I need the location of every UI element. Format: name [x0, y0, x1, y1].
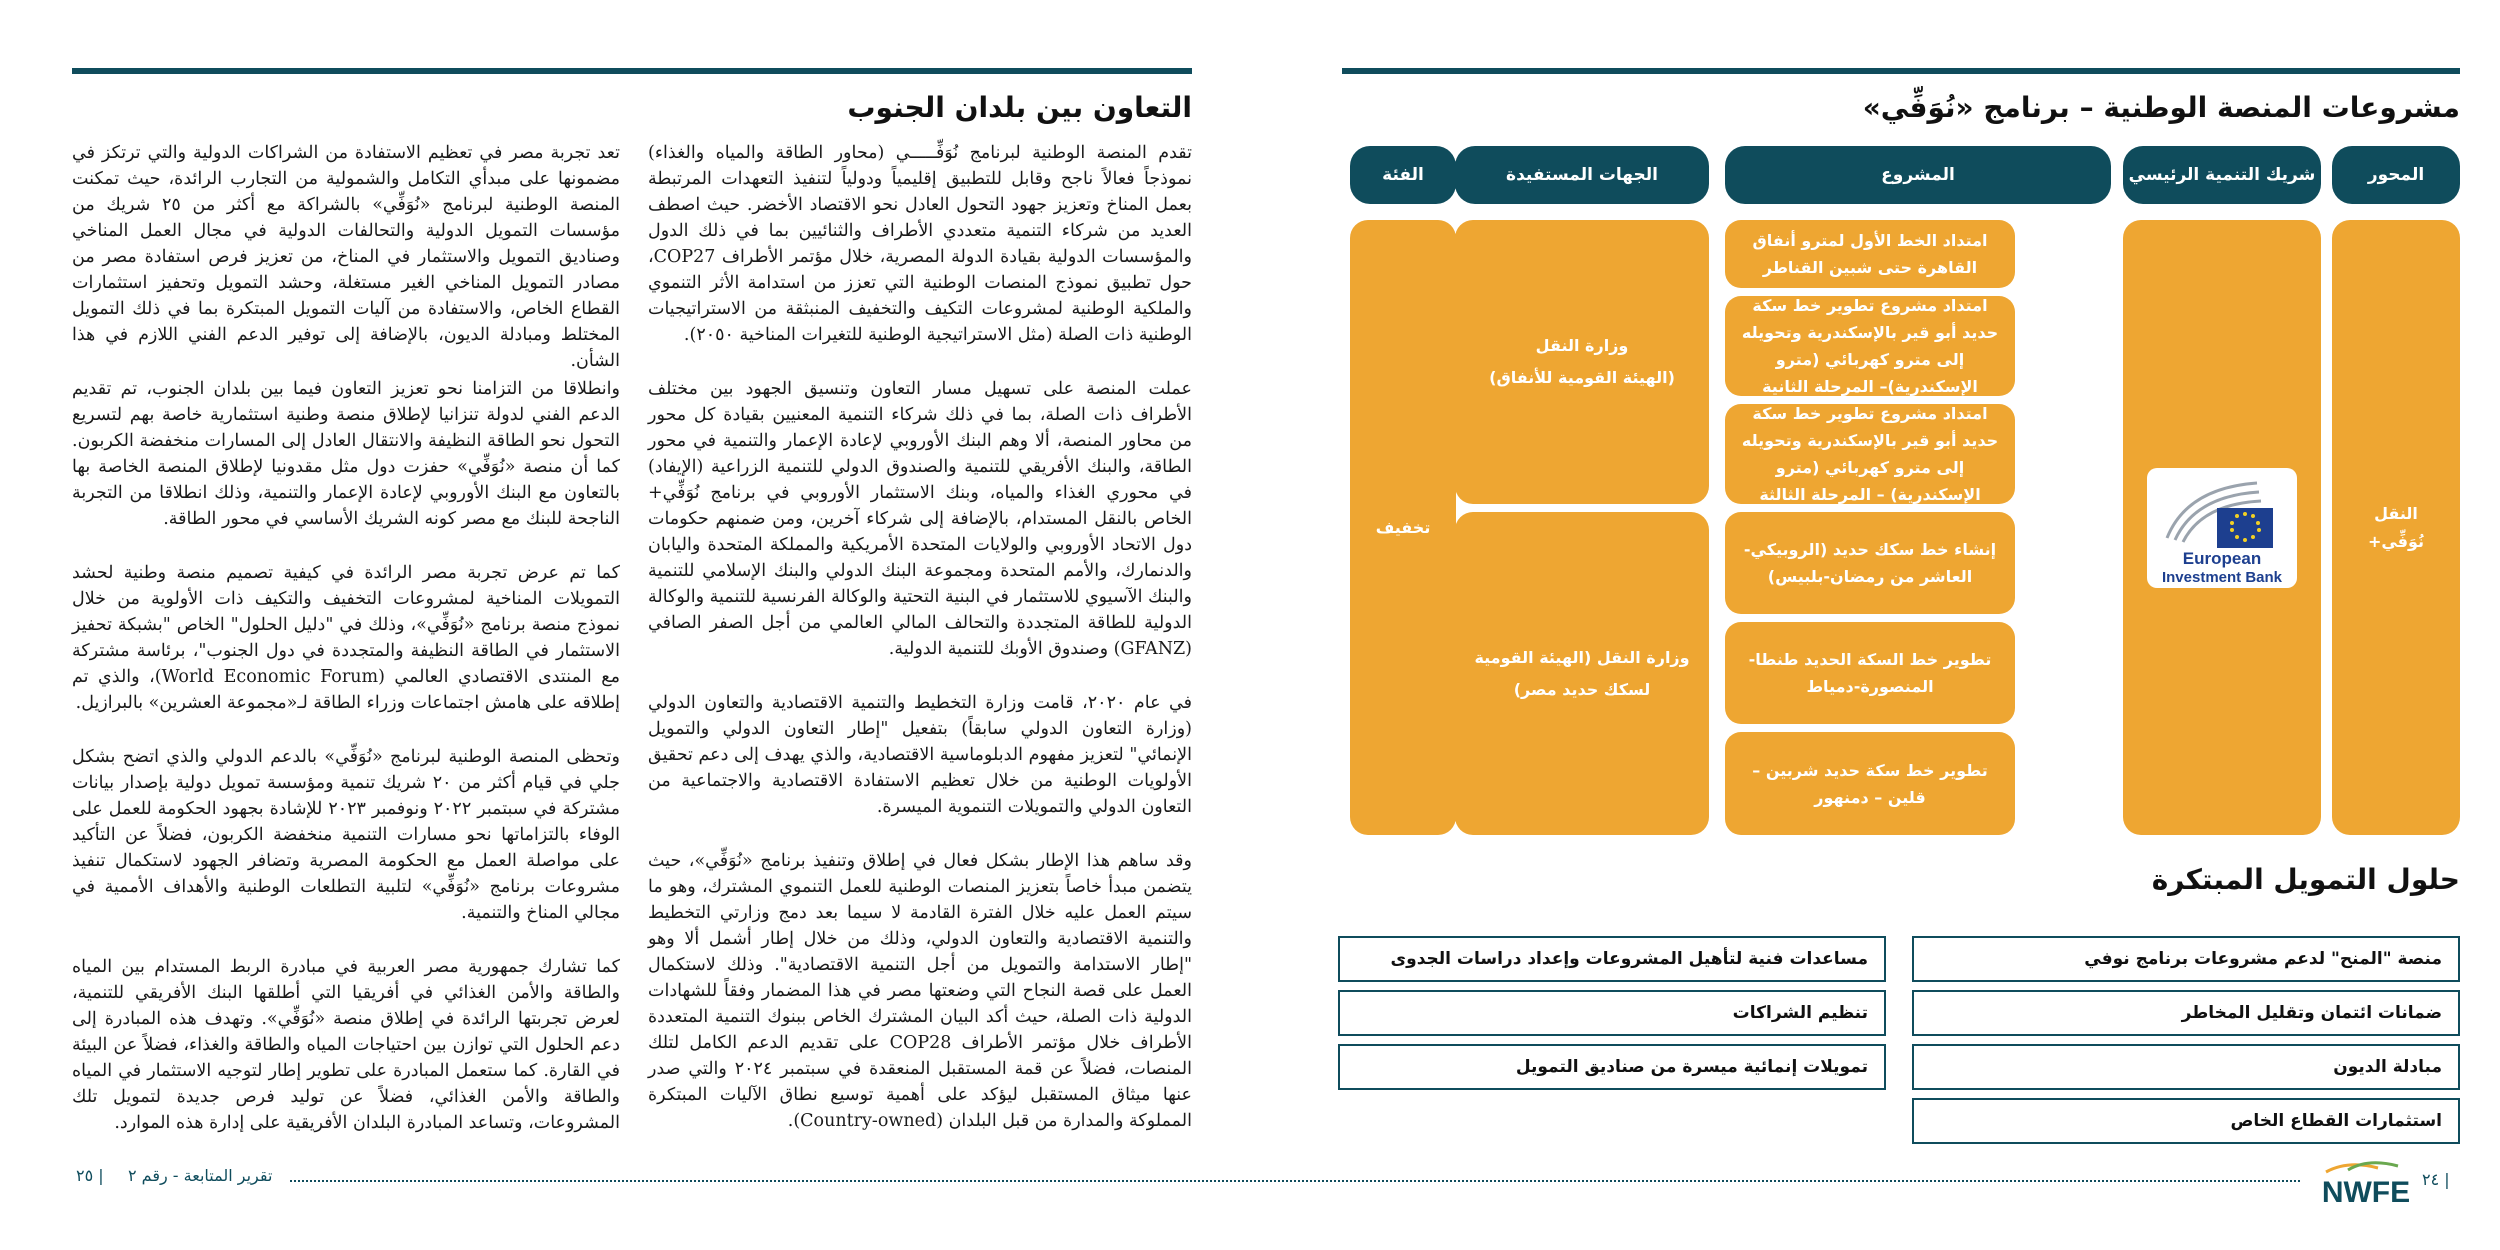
project-cell-3: امتداد مشروع تطوير خط سكة حديد أبو قير بالإسكندرية وتحويله إلى مترو كهربائي (مترو الإسكندرية) – المرحلة الثالثة — [1725, 404, 2015, 504]
svg-text:Investment Bank: Investment Bank — [2161, 568, 2283, 586]
left-page-right-col-p4: وقد ساهم هذا الإطار بشكل فعال في إطلاق وتنفيذ برنامج «نُوَفِّي»، حيث يتضمن مبدأ خاصاً بتعزيز المنصات الوطنية للعمل التنموي المشترك، وهو ما سيتم العمل عليه خلال الفترة القادمة لا سيما بعد دمج وزارتي التخطيط والتنمية الاقتصادية والتعاون الدولي، وذلك من خلال إطار أشمل ألا وهو "إطار الاستدامة والتمويل من أجل التنمية الاقتصادية". وذلك لاستكمال العمل على قصة النجاح التي وضعتها مصر في هذا المضمار وفقاً للشهادات الدولية ذات الصلة، حيث أكد البيان المشترك الخاص ببنوك التنمية المتعددة الأطراف خلال مؤتمر الأطراف COP28 على تقديم الدعم الكامل لتلك المنصات، فضلاً عن قمة المستقبل المنعقدة في سبتمبر ٢٠٢٤ والتي صدر عنها ميثاق المستقبل ليؤكد على أهمية توسيع نطاق الآليات المبتكرة المملوكة والمدارة من قبل البلدان (Country-owned). — [648, 851, 1192, 1131]
left-page-number: | ٢٥ — [76, 1166, 104, 1185]
nwfe-logo-icon — [2318, 1158, 2414, 1214]
nwfe-logo — [2318, 1158, 2414, 1214]
svg-text:European: European — [2182, 548, 2262, 568]
header-category: الفئة — [1350, 146, 1456, 204]
beneficiary-cell-1: وزارة النقل (الهيئة القومية للأنفاق) — [1455, 220, 1709, 504]
partner-cell — [2123, 220, 2321, 835]
eib-logo — [2147, 468, 2297, 588]
finance-item-private-investment: استثمارات القطاع الخاص — [1912, 1098, 2460, 1144]
right-page-number: | ٢٤ — [2422, 1170, 2450, 1189]
finance-item-technical-assistance: مساعدات فنية لتأهيل المشروعات وإعداد دراسات الجدوى — [1338, 936, 1886, 982]
beneficiary-cell-2: وزارة النقل (الهيئة القومية لسكك حديد مصر) — [1455, 512, 1709, 835]
category-cell: تخفيف — [1350, 220, 1456, 835]
header-project: المشروع — [1725, 146, 2111, 204]
axis-cell: النقل نُوَفِّي+ — [2332, 220, 2460, 835]
eib-logo-icon — [2147, 468, 2297, 588]
left-page-left-col-p1: تعد تجربة مصر في تعظيم الاستفادة من الشراكات الدولية والتي ترتكز في مضمونها على مبدأي التكامل والشمولية من التجارب الرائدة، حيث تمكنت المنصة الوطنية لبرنامج «نُوَفِّي» بالشراكة مع أكثر من ٢٥ شريك من مؤسسات التمويل الدولية والتحالفات الدولية في مجال العمل المناخي وصناديق التمويل والاستثمار في المناخ، من تعزيز فرص استفادة مصر من مصادر التمويل المناخي الغير مستغلة، وحشد التمويل وتحفيز استثمارات القطاع الخاص، والاستفادة من آليات التمويل المبتكرة بما في ذلك التمويل المختلط ومبادلة الديون، بالإضافة إلى توفير الدعم الفني اللازم في هذا الشأن. — [72, 143, 620, 371]
report-footer-text: تقرير المتابعة - رقم ٢ — [128, 1166, 273, 1185]
header-axis: المحور — [2332, 146, 2460, 204]
finance-item-partnerships: تنظيم الشراكات — [1338, 990, 1886, 1036]
svg-text:NWFE: NWFE — [2321, 1176, 2411, 1209]
project-cell-2: امتداد مشروع تطوير خط سكة حديد أبو قير بالإسكندرية وتحويله إلى مترو كهربائي (مترو الإسكندرية)– المرحلة الثانية — [1725, 296, 2015, 396]
project-cell-4: إنشاء خط سكك حديد (الروبيكي-العاشر من رمضان-بلبيس) — [1725, 512, 2015, 614]
finance-item-debt-swap: مبادلة الديون — [1912, 1044, 2460, 1090]
right-top-rule — [1342, 68, 2460, 74]
project-cell-5: تطوير خط السكة الحديد طنطا-المنصورة-دمياط — [1725, 622, 2015, 724]
left-page-right-col-p3: في عام ٢٠٢٠، قامت وزارة التخطيط والتنمية الاقتصادية والتعاون الدولي (وزارة التعاون الدولي سابقاً) بتفعيل "إطار التعاون الدولي والتمويل الإنمائي" لتعزيز مفهوم الدبلوماسية الاقتصادية، والذي يهدف إلى دعم تحقيق الأولويات الوطنية من خلال تعظيم الاستفادة الاقتصادية والاجتماعية من التعاون الدولي والتمويلات التنموية الميسرة. — [648, 693, 1193, 817]
header-beneficiaries: الجهات المستفيدة — [1455, 146, 1709, 204]
finance-item-guarantees: ضمانات ائتمان وتقليل المخاطر — [1912, 990, 2460, 1036]
innovative-finance-title: حلول التمويل المبتكرة — [2151, 863, 2460, 896]
finance-item-grants-platform: منصة "المنح" لدعم مشروعات برنامج نوفي — [1912, 936, 2460, 982]
footer-dotted-line — [290, 1180, 2300, 1182]
left-page-left-col-p4: وتحظى المنصة الوطنية لبرنامج «نُوَفِّي» بالدعم الدولي والذي اتضح بشكل جلي في قيام أكثر من ٢٠ شريك تنمية ومؤسسة تمويل دولية بإصدار بيانات مشتركة في سبتمبر ٢٠٢٢ ونوفمبر ٢٠٢٣ للإشادة بجهود الحكومة للعمل على الوفاء بالتزاماتها نحو مسارات التنمية منخفضة الكربون، فضلاً عن التأكيد على مواصلة العمل مع الحكومة المصرية وتضافر الجهود لاستكمال تنفيذ مشروعات برنامج «نُوَفِّي» لتلبية التطلعات الوطنية والأهداف الأممية في مجالي المناخ والتنمية. — [72, 747, 620, 923]
left-page-title: التعاون بين بلدان الجنوب — [847, 91, 1192, 124]
right-page-title: مشروعات المنصة الوطنية – برنامج «نُوَفِّي» — [1862, 91, 2460, 124]
project-cell-6: تطوير خط سكة حديد شربين – قلين – دمنهور — [1725, 732, 2015, 835]
left-page-right-col-p2: عملت المنصة على تسهيل مسار التعاون وتنسيق الجهود بين مختلف الأطراف ذات الصلة، بما في ذلك شركاء التنمية المعنيين بقيادة كل محور من محاور المنصة، ألا وهم البنك الأوروبي لإعادة الإعمار والتنمية في محور الطاقة، والبنك الأفريقي للتنمية والصندوق الدولي للتنمية الزراعية (الإيفاد) في محوري الغذاء والمياه، وبنك الاستثمار الأوروبي في برنامج نُوَفِّي+ الخاص بالنقل المستدام، بالإضافة إلى شركاء آخرين، ومن ضمنهم حكومات دول الاتحاد الأوروبي والولايات المتحدة الأمريكية والمملكة المتحدة واليابان والدنمارك، والأمم المتحدة ومجموعة البنك الدولي والبنك الإسلامي للتنمية والبنك الآسيوي للاستثمار في البنية التحتية والوكالة الفرنسية للتنمية والوكالة الدولية للطاقة المتجددة والتحالف المالي العالمي من أجل الصفر الصافي (GFANZ) وصندوق الأوبك للتنمية الدولية. — [648, 379, 1192, 659]
project-cell-1: امتداد الخط الأول لمترو أنفاق القاهرة حتى شبين القناطر — [1725, 220, 2015, 288]
left-top-rule — [72, 68, 1192, 74]
finance-item-concessional-finance: تمويلات إنمائية ميسرة من صناديق التمويل — [1338, 1044, 1886, 1090]
left-page-left-col-p5: كما تشارك جمهورية مصر العربية في مبادرة الربط المستدام بين المياه والطاقة والأمن الغذائي في أفريقيا التي أطلقها البنك الأفريقي للتنمية، لعرض تجربتها الرائدة في إطلاق منصة «نُوَفِّي». وتهدف هذه المبادرة إلى دعم الحلول التي توازن بين احتياجات المياه والطاقة والغذاء، فضلاً عن البيئة في القارة. كما ستعمل المبادرة على تطوير إطار لتوجيه الاستثمار في المياه والطاقة والأمن الغذائي، فضلاً عن توليد فرص جديدة لتمويل تلك المشروعات، وتساعد المبادرة البلدان الأفريقية على إدارة هذه الموارد. — [72, 957, 620, 1133]
header-partner: شريك التنمية الرئيسي — [2123, 146, 2321, 204]
left-page-right-col-p1: تقدم المنصة الوطنية لبرنامج نُوَفِّـــــي (محاور الطاقة والمياه والغذاء) نموذجاً فعالاً ناجح وقابل للتطبيق إقليمياً ودولياً لتنفيذ التعهدات المرتبطة بعمل المناخ وتعزيز جهود التحول العادل نحو الاقتصاد الأخضر. حيث اصطف العديد من شركاء التنمية متعددي الأطراف والثنائيين بما في ذلك الدول والمؤسسات الدولية بقيادة الدولة المصرية، خلال مؤتمر الأطراف COP27، حول تطبيق نموذج المنصات الوطنية التي تعزز من استدامة الأثر التنموي والملكية الوطنية لمشروعات التكيف والتخفيف المنبثقة من الاستراتيجيات الوطنية ذات الصلة (مثل الاستراتيجية الوطنية للتغيرات المناخية ٢٠٥٠). — [648, 143, 1192, 345]
left-page-left-col-p2: وانطلاقا من التزامنا نحو تعزيز التعاون فيما بين بلدان الجنوب، تم تقديم الدعم الفني لدولة تنزانيا لإطلاق منصة وطنية استثمارية خاصة بهم لتسريع التحول نحو الطاقة النظيفة والانتقال العادل إلى المسارات منخفضة الكربون. كما أن منصة «نُوَفِّي» حفزت دول مثل مقدونيا لإطلاق المنصة الخاصة بها بالتعاون مع البنك الأوروبي لإعادة الإعمار والتنمية، وذلك انطلاقا من التجربة الناجحة للبنك مع مصر كونه الشريك الأساسي في محور الطاقة. — [72, 379, 620, 529]
left-page-left-col-p3: كما تم عرض تجربة مصر الرائدة في كيفية تصميم منصة وطنية لحشد التمويلات المناخية لمشروعات التخفيف والتكيف ذات الأولوية من خلال نموذج منصة برنامج «نُوَفِّي»، وذلك في "دليل الحلول" الخاص "بشبكة تحفيز الاستثمار في الطاقة النظيفة والمتجددة في دول الجنوب"، برئاسة مشتركة مع المنتدى الاقتصادي العالمي (World Economic Forum)، والذي تم إطلاقه على هامش اجتماعات وزراء الطاقة لـ«مجموعة العشرين» بالبرازيل. — [72, 563, 620, 713]
